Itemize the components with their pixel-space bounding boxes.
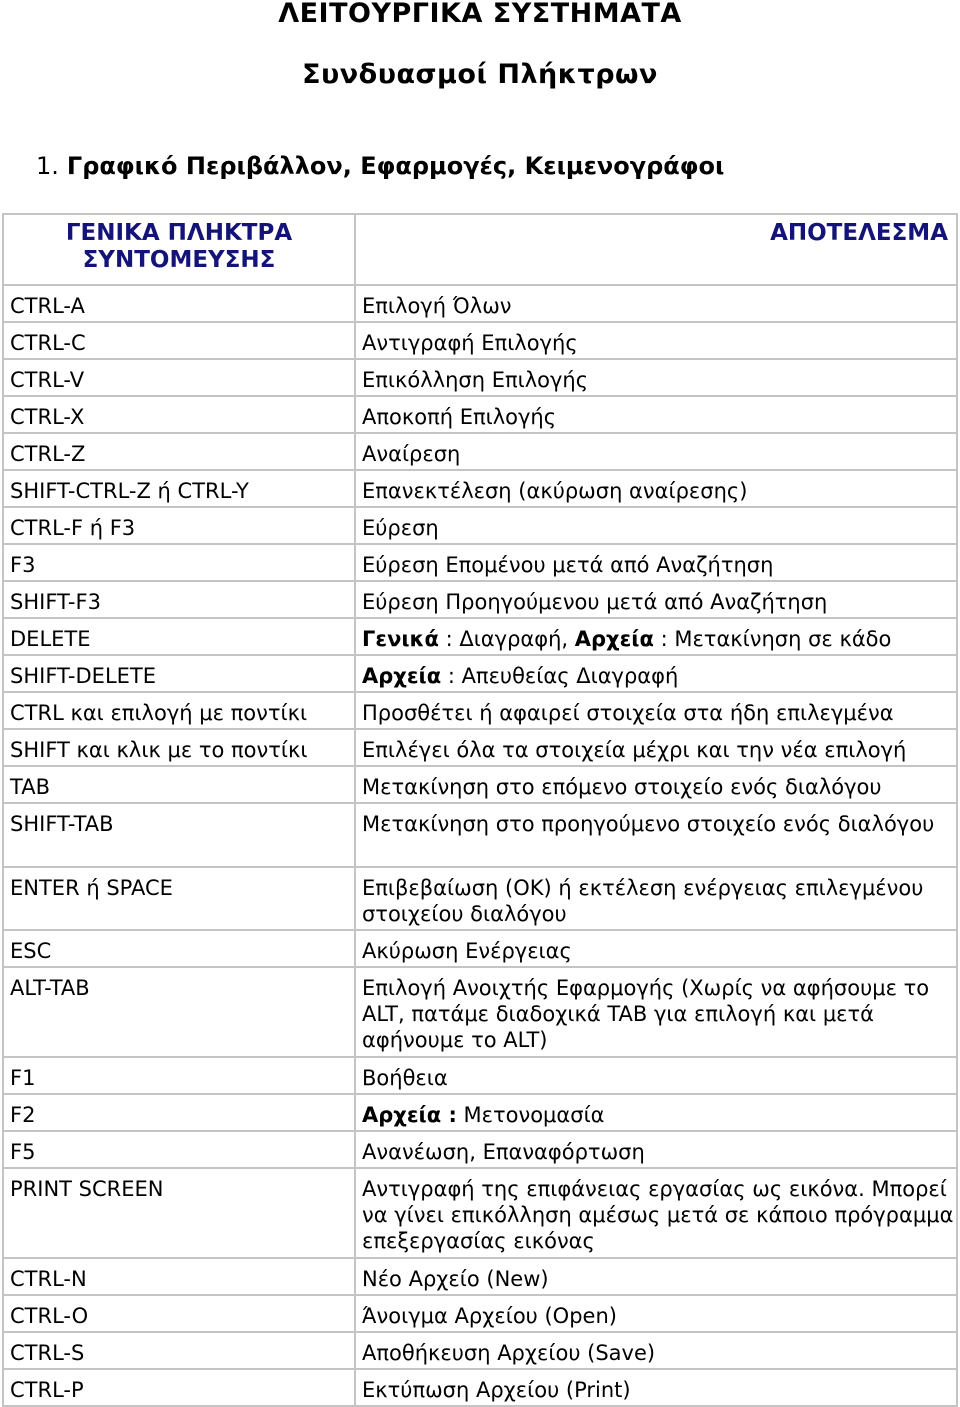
shortcut-result	[355, 655, 957, 692]
table-row	[3, 359, 957, 396]
table-row	[3, 803, 957, 867]
table-row	[3, 967, 957, 1057]
table-row	[3, 692, 957, 729]
shortcut-result: Άνοιγμα Αρχείου (Open)	[355, 1295, 957, 1332]
shortcut-key: SHIFT-TAB	[3, 803, 355, 867]
shortcut-result: Εύρεση Επομένου μετά από Αναζήτηση	[355, 544, 957, 581]
shortcut-result: Βοήθεια	[355, 1057, 957, 1094]
shortcut-result: Επιλογή Ανοιχτής Εφαρμογής (Χωρίς να αφήσουμε το ALT, πατάμε διαδοχικά TAB για επιλογή και μετά αφήνουμε το ALT)	[355, 967, 957, 1057]
table-row	[3, 766, 957, 803]
shortcut-result: Εύρεση Προηγούμενου μετά από Αναζήτηση	[355, 581, 957, 618]
table-row	[3, 1057, 957, 1094]
table-row	[3, 1131, 957, 1168]
shortcut-result: Επικόλληση Επιλογής	[355, 359, 957, 396]
table-row	[3, 1332, 957, 1369]
shortcut-result: Νέο Αρχείο (New)	[355, 1258, 957, 1295]
table-row	[3, 1258, 957, 1295]
shortcut-result: Επιλέγει όλα τα στοιχεία μέχρι και την νέα επιλογή	[355, 729, 957, 766]
shortcut-result: Ανανέωση, Επαναφόρτωση	[355, 1131, 957, 1168]
shortcut-key: TAB	[3, 766, 355, 803]
shortcut-key: CTRL-N	[3, 1258, 355, 1295]
table-row	[3, 322, 957, 359]
shortcut-key: CTRL-V	[3, 359, 355, 396]
table-row	[3, 930, 957, 967]
table-row	[3, 507, 957, 544]
shortcut-key: CTRL-S	[3, 1332, 355, 1369]
document-title: ΛΕΙΤΟΥΡΓΙΚΑ ΣΥΣΤΗΜΑΤΑ	[278, 0, 682, 29]
shortcuts-table	[2, 213, 958, 1407]
table-row	[3, 618, 957, 655]
shortcut-result: Αντιγραφή της επιφάνειας εργασίας ως εικόνα. Μπορεί να γίνει επικόλληση αμέσως μετά σε κάποιο πρόγραμμα επεξεργασίας εικόνας	[355, 1168, 957, 1258]
shortcut-result: Επανεκτέλεση (ακύρωση αναίρεσης)	[355, 470, 957, 507]
shortcut-key: CTRL και επιλογή με ποντίκι	[3, 692, 355, 729]
result-bold-files: Αρχεία	[574, 627, 654, 651]
table-row	[3, 1094, 957, 1131]
shortcut-key: F1	[3, 1057, 355, 1094]
shortcut-result: Αποθήκευση Αρχείου (Save)	[355, 1332, 957, 1369]
shortcut-key: ESC	[3, 930, 355, 967]
shortcut-result: Μετακίνηση στο επόμενο στοιχείο ενός διαλόγου	[355, 766, 957, 803]
shortcut-key: CTRL-P	[3, 1369, 355, 1406]
table-row	[3, 1295, 957, 1332]
document-subtitle: Συνδυασμοί Πλήκτρων	[302, 59, 658, 90]
table-row	[3, 470, 957, 507]
result-bold-files: Αρχεία	[362, 664, 442, 688]
result-bold-general: Γενικά	[362, 627, 439, 651]
result-text: : Μετακίνηση σε κάδο	[653, 627, 892, 651]
shortcut-key: PRINT SCREEN	[3, 1168, 355, 1258]
shortcut-key: CTRL-A	[3, 285, 355, 322]
shortcut-key: CTRL-Z	[3, 433, 355, 470]
shortcut-key: CTRL-C	[3, 322, 355, 359]
section-heading	[36, 152, 724, 180]
result-text: : Απευθείας Διαγραφή	[441, 664, 679, 688]
shortcut-key: SHIFT-CTRL-Z ή CTRL-Y	[3, 470, 355, 507]
shortcut-key: SHIFT-F3	[3, 581, 355, 618]
shortcut-key: CTRL-X	[3, 396, 355, 433]
shortcut-result: Προσθέτει ή αφαιρεί στοιχεία στα ήδη επιλεγμένα	[355, 692, 957, 729]
table-row	[3, 867, 957, 930]
table-row	[3, 396, 957, 433]
shortcut-result: Αναίρεση	[355, 433, 957, 470]
table-header-row	[3, 214, 957, 285]
shortcut-key: F2	[3, 1094, 355, 1131]
shortcut-result: Εύρεση	[355, 507, 957, 544]
shortcut-result: Εκτύπωση Αρχείου (Print)	[355, 1369, 957, 1406]
header-keys: ΓΕΝΙΚΑ ΠΛΗΚΤΡΑ ΣΥΝΤΟΜΕΥΣΗΣ	[3, 214, 355, 285]
shortcut-key: SHIFT και κλικ με το ποντίκι	[3, 729, 355, 766]
shortcut-result: Ακύρωση Ενέργειας	[355, 930, 957, 967]
header-result: ΑΠΟΤΕΛΕΣΜΑ	[355, 214, 957, 285]
table-row	[3, 1369, 957, 1406]
table-row	[3, 729, 957, 766]
section-number: 1.	[36, 152, 59, 180]
table-row	[3, 655, 957, 692]
shortcut-key: ENTER ή SPACE	[3, 867, 355, 930]
shortcut-key: DELETE	[3, 618, 355, 655]
shortcut-key: F3	[3, 544, 355, 581]
shortcut-key: ALT-TAB	[3, 967, 355, 1057]
shortcut-result	[355, 1094, 957, 1131]
result-text: : Διαγραφή,	[438, 627, 575, 651]
table-row	[3, 285, 957, 322]
shortcut-result: Επιβεβαίωση (OK) ή εκτέλεση ενέργειας επιλεγμένου στοιχείου διαλόγου	[355, 867, 957, 930]
result-text: Μετονομασία	[456, 1103, 605, 1127]
section-label: Γραφικό Περιβάλλον, Εφαρμογές, Κειμενογράφοι	[66, 152, 725, 180]
table-row	[3, 1168, 957, 1258]
shortcut-key: F5	[3, 1131, 355, 1168]
shortcut-key: CTRL-O	[3, 1295, 355, 1332]
shortcut-result: Επιλογή Όλων	[355, 285, 957, 322]
table-row	[3, 544, 957, 581]
result-bold-files: Αρχεία :	[362, 1103, 457, 1127]
shortcut-result	[355, 618, 957, 655]
shortcut-result: Αντιγραφή Επιλογής	[355, 322, 957, 359]
shortcut-result: Αποκοπή Επιλογής	[355, 396, 957, 433]
table-row	[3, 581, 957, 618]
shortcut-key: SHIFT-DELETE	[3, 655, 355, 692]
shortcut-result: Μετακίνηση στο προηγούμενο στοιχείο ενός διαλόγου	[355, 803, 957, 867]
shortcut-key: CTRL-F ή F3	[3, 507, 355, 544]
table-row	[3, 433, 957, 470]
